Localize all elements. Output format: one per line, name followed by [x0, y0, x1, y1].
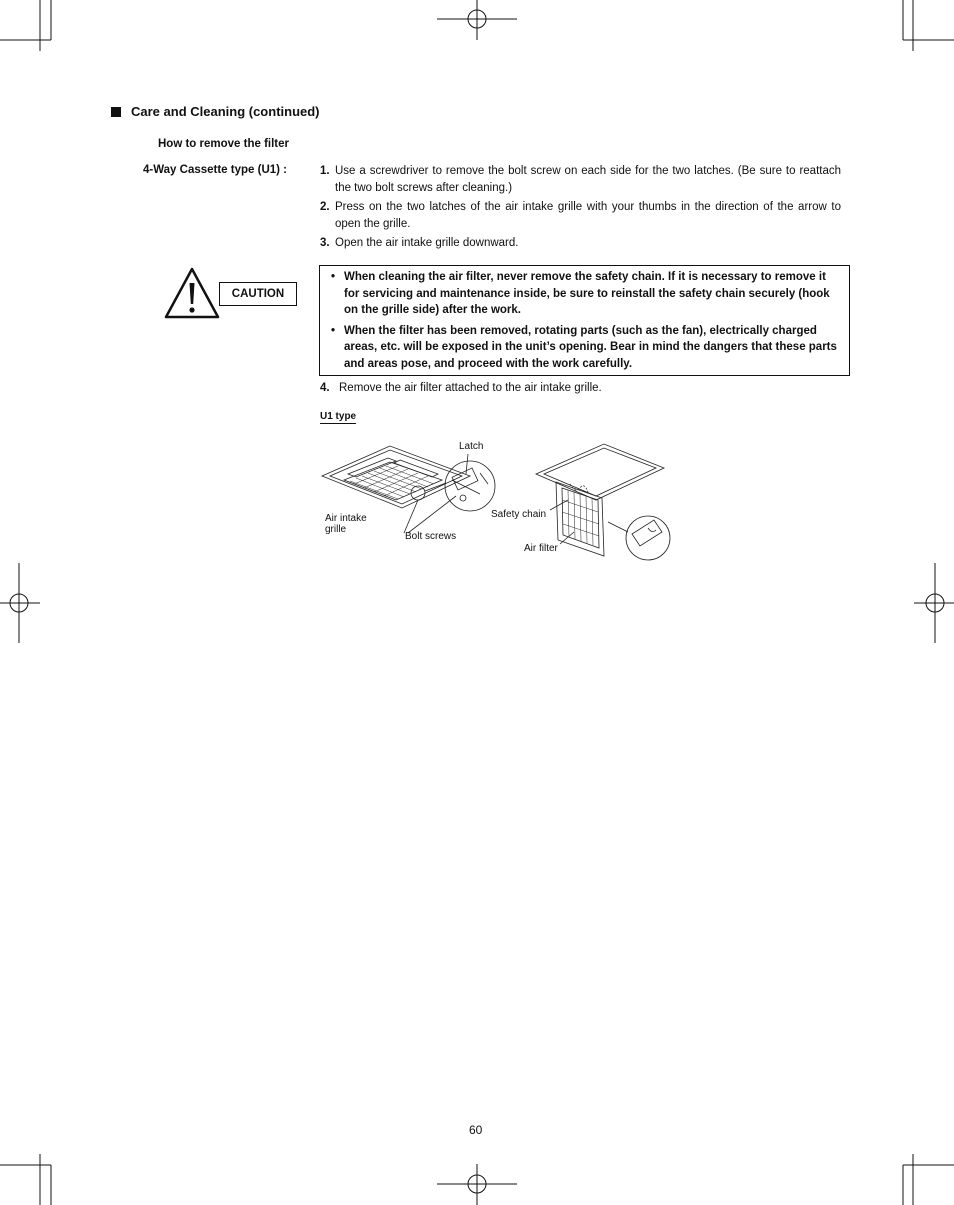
- filter-removal-figure: [318, 436, 674, 566]
- step-number: 4.: [320, 382, 330, 394]
- unit-type-label: 4-Way Cassette type (U1) :: [143, 164, 288, 176]
- step-text: Open the air intake grille downward.: [335, 237, 519, 249]
- steps-list: [320, 163, 841, 255]
- cassette-unit-illustration: [318, 436, 674, 566]
- square-bullet-icon: [111, 107, 121, 117]
- step-item: [320, 235, 841, 252]
- step-text: Use a screwdriver to remove the bolt screw on each side for the two latches. (Be sure to reattach the two bolt screws after cleaning.): [335, 165, 841, 194]
- label-latch: Latch: [459, 441, 484, 452]
- label-air-filter: Air filter: [524, 543, 558, 554]
- caution-bullet: • When the filter has been removed, rotating parts (such as the fan), electrically charged areas, etc. will be exposed in the unit’s opening. Bear in mind the dangers that these parts and areas pose, and proceed with the work carefully.: [331, 323, 839, 373]
- caution-bullet-text: When cleaning the air filter, never remove the safety chain. If it is necessary to remove it for servicing and maintenance inside, be sure to reinstall the safety chain securely (hook on the grille side) after the work.: [344, 271, 830, 316]
- caution-bullet-text: When the filter has been removed, rotating parts (such as the fan), electrically charged areas, etc. will be exposed in the unit’s opening. Bear in mind the dangers that these parts and areas pose, and proceed with the work carefully.: [344, 324, 837, 370]
- caution-box: [319, 265, 850, 376]
- step-number: 1.: [320, 165, 330, 177]
- step-item: [320, 199, 841, 232]
- step-number: 3.: [320, 237, 330, 249]
- page-number: 60: [469, 1123, 483, 1137]
- step-item: [320, 163, 841, 196]
- label-safety-chain: Safety chain: [491, 509, 547, 520]
- label-air-intake-grille: Air intake: [325, 513, 367, 524]
- section-title: Care and Cleaning (continued): [131, 104, 320, 119]
- figure-caption: U1 type: [320, 411, 357, 422]
- warning-triangle-icon: [164, 267, 220, 319]
- step-number: 2.: [320, 201, 330, 213]
- label-air-intake-grille: grille: [325, 524, 347, 535]
- step-item: [320, 382, 602, 394]
- step-text: Press on the two latches of the air intake grille with your thumbs in the direction of the arrow to open the grille.: [335, 201, 841, 230]
- step-text: Remove the air filter attached to the air intake grille.: [339, 382, 602, 394]
- label-bolt-screws: Bolt screws: [405, 531, 457, 542]
- section-heading: [111, 104, 320, 119]
- subsection-title: How to remove the filter: [158, 138, 289, 150]
- caution-bullet: • When cleaning the air filter, never remove the safety chain. If it is necessary to remove it for servicing and maintenance inside, be sure to reinstall the safety chain securely (hook on the grille side) after the work.: [331, 269, 839, 319]
- caution-label: CAUTION: [219, 282, 297, 306]
